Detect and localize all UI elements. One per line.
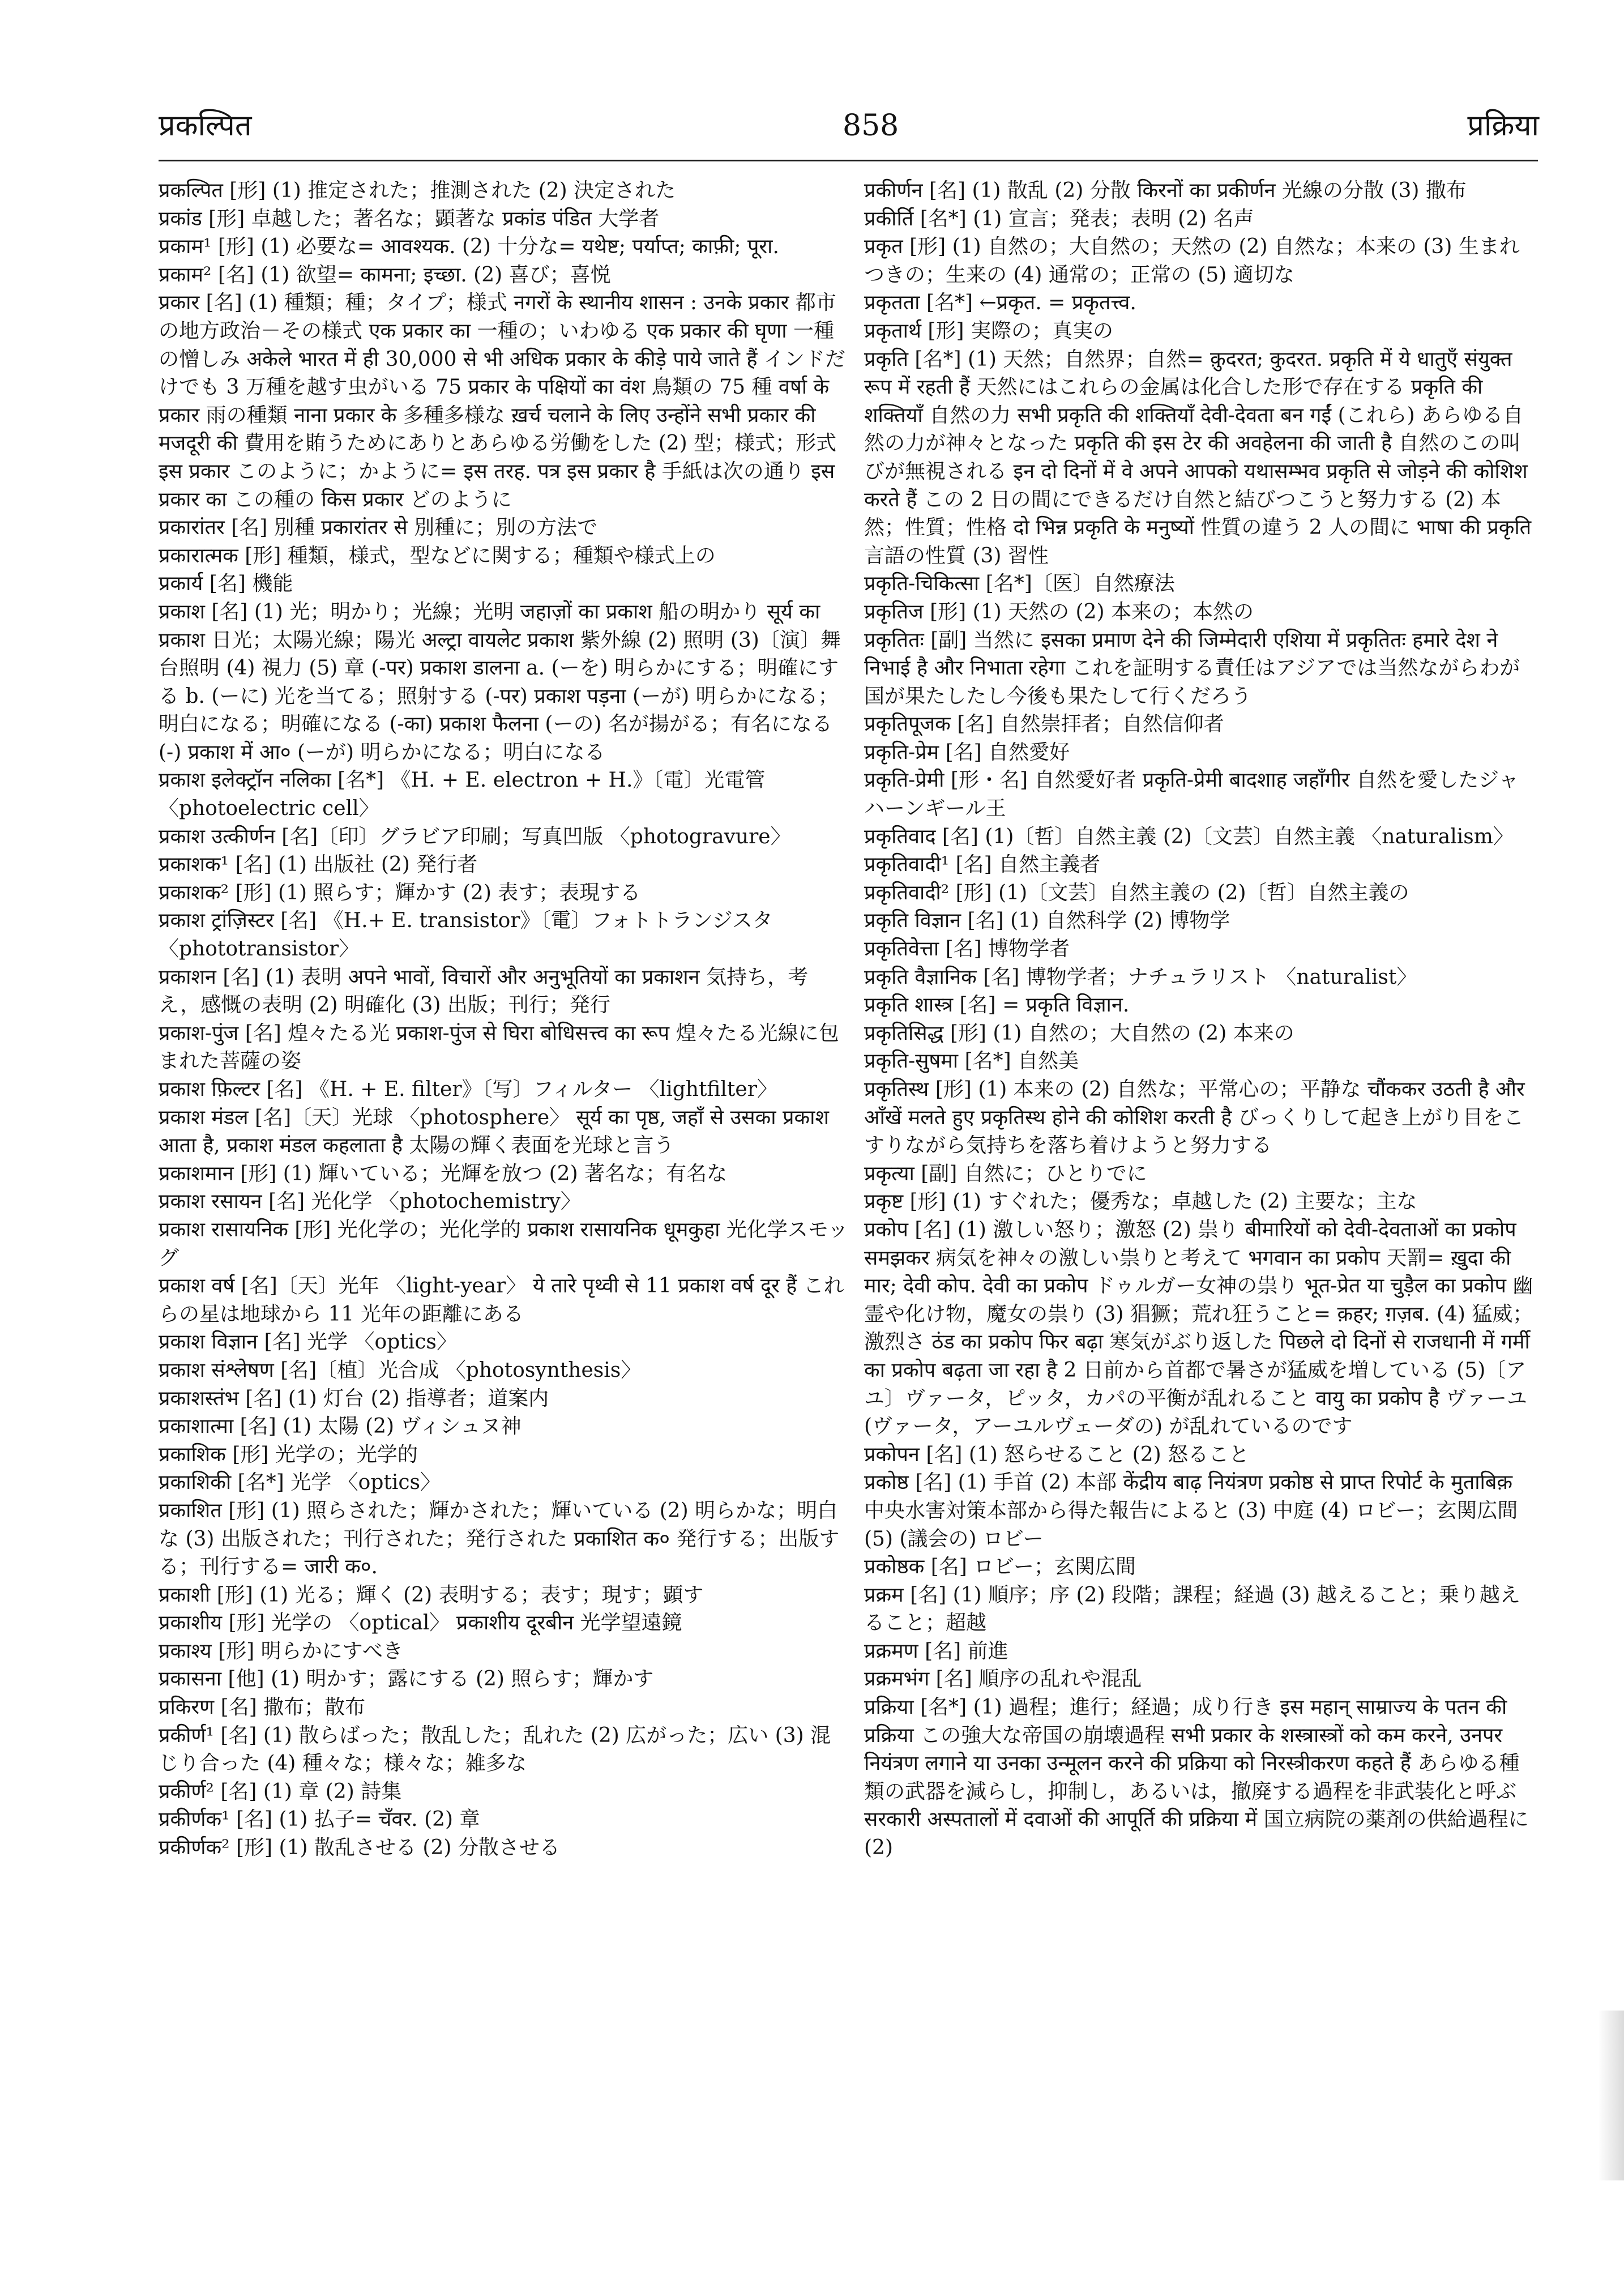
page-number: 858 bbox=[843, 109, 899, 143]
dictionary-entry: प्रकाश्य [形] 明らかにすべき bbox=[159, 1639, 403, 1663]
dictionary-entry: प्रकार [名] (1) 種類；種；タイプ；様式 नगरों के स्थानीय शासन : उनके प्रकार 都市の地方政治－その様式 एक प्रकार का 一種の；いわゆる एक प्रकार की घृणा 一種の憎しみ अकेले भारत में ही 30,000 से भी अधिक प्रकार के कीड़े पाये जाते हैं インドだけでも 3 万種を越す虫がいる 75 प्रकार के पक्षियों का वंश 鳥類の 75 種 वर्षा के प्रकार 雨の種類 नाना प्रकार के 多種多様な ख़र्च चलाने के लिए उन्होंने सभी प्रकार की मजदूरी की 費用を賄うためにありとあらゆる労働をした (2) 型；様式；形式 इस प्रकार このように；かように= इस तरह. पत्र इस प्रकार है 手紙は次の通り इस प्रकार का この種の किस प्रकार どのように bbox=[159, 291, 845, 511]
dictionary-entry: प्रकृति-प्रेम [名] 自然愛好 bbox=[864, 740, 1070, 764]
dictionary-entry: प्रकाशक¹ [名] (1) 出版社 (2) 発行者 bbox=[159, 853, 478, 877]
dictionary-entry: प्रकृतार्थ [形] 実際の；真実の bbox=[864, 319, 1113, 343]
dictionary-entry: प्रकृत [形] (1) 自然の；大自然の；天然の (2) 自然な；本来の (3) 生まれつきの；生来の (4) 通常の；正常の (5) 適切な bbox=[864, 235, 1520, 287]
dictionary-entry: प्रकाश संश्लेषण [名]〔植〕光合成 〈photosynthesis〉 bbox=[159, 1358, 642, 1382]
dictionary-entry: प्रकाशस्तंभ [名] (1) 灯台 (2) 指導者；道案内 bbox=[159, 1386, 549, 1410]
dictionary-entry: प्रकृत्या [副] 自然に；ひとりでに bbox=[864, 1162, 1147, 1185]
dictionary-entry: प्रकाशीय [形] 光学の 〈optical〉 प्रकाशीय दूरबीन 光学望遠鏡 bbox=[159, 1611, 682, 1635]
dictionary-entry: प्रक्रिया [名*] (1) 過程；進行；経過；成り行き इस महान् साम्राज्य के पतन की प्रक्रिया この強大な帝国の崩壊過程 सभी प्रकार के शस्त्रास्त्रों को कम करने, उनपर नियंत्रण लगाने या उनका उन्मूलन करने की प्रक्रिया को निरस्त्रीकरण कहते हैं あらゆる種類の武器を減らし，抑制し，あるいは，撤廃する過程を非武装化と呼ぶ सरकारी अस्पतालों में दवाओं की आपूर्ति की प्रक्रिया में 国立病院の薬剤の供給過程に (2) bbox=[864, 1696, 1529, 1860]
dictionary-entry: प्रकीर्ण² [名] (1) 章 (2) 詩集 bbox=[159, 1779, 402, 1803]
dictionary-entry: प्रकृति-सुषमा [名*] 自然美 bbox=[864, 1049, 1079, 1073]
dictionary-entry: प्रकाश फ़िल्टर [名] 《H. + E. filter》〔写〕フィルター 〈lightfilter〉 bbox=[159, 1078, 777, 1101]
dictionary-entry: प्रकाश-पुंज [名] 煌々たる光 प्रकाश-पुंज से घिरा बोधिसत्त्व का रूप 煌々たる光線に包まれた菩薩の姿 bbox=[159, 1021, 839, 1073]
dictionary-entry: प्रकाशमान [形] (1) 輝いている；光輝を放つ (2) 著名な；有名な bbox=[159, 1162, 728, 1185]
dictionary-entry: प्रकिरण [名] 撒布；散布 bbox=[159, 1696, 366, 1719]
dictionary-entry: प्रकाश रसायन [名] 光化学 〈photochemistry〉 bbox=[159, 1190, 581, 1214]
dictionary-entry: प्रकृति [名*] (1) 天然；自然界；自然= क़ुदरत; कुदरत. प्रकृति में ये धातुएँ संयुक्त रूप में रहती हैं 天然にはこれらの金属は化合した形で存在する प्रकृति की शक्तियाँ 自然の力 सभी प्रकृति की शक्तियाँ देवी-देवता बन गईं (これら) あらゆる自然の力が神々となった प्रकृति की इस टेर की अवहेलना की जाती है 自然のこの叫びが無視される इन दो दिनों में वे अपने आपको यथासम्भव प्रकृति से जोड़ने की कोशिश करते हैं この 2 日の間にできるだけ自然と結びつこうと努力する (2) 本然；性質；性格 दो भिन्न प्रकृति के मनुष्यों 性質の違う 2 人の間に भाषा की प्रकृति 言語の性質 (3) 習性 bbox=[864, 347, 1532, 567]
dictionary-entry: प्रकारांतर [名] 別種 प्रकारांतर से 別種に；別の方法で bbox=[159, 516, 598, 540]
dictionary-entry: प्रकृतिवादी² [形] (1)〔文芸〕自然主義の (2)〔哲〕自然主義の bbox=[864, 881, 1409, 904]
dictionary-entry: प्रकाश विज्ञान [名] 光学 〈optics〉 bbox=[159, 1330, 457, 1354]
dictionary-entry: प्रकृष्ट [形] (1) すぐれた；優秀な；卓越した (2) 主要な；主な bbox=[864, 1190, 1417, 1214]
dictionary-entry: प्रक्रम [名] (1) 順序；序 (2) 段階；課程；経過 (3) 越えること；乗り越えること；超越 bbox=[864, 1583, 1520, 1635]
dictionary-entry: प्रकाशक² [形] (1) 照らす；輝かす (2) 表す；表現する bbox=[159, 881, 641, 904]
dictionary-entry: प्रकीर्ण¹ [名] (1) 散らばった；散乱した；乱れた (2) 広がった；広い (3) 混じり合った (4) 種々な；様々な；雑多な bbox=[159, 1723, 831, 1775]
dictionary-entry: प्रकोपन [名] (1) 怒らせること (2) 怒ること bbox=[864, 1442, 1250, 1466]
dictionary-entry: प्रकारात्मक [形] 種類，様式，型などに関する；種類や様式上の bbox=[159, 544, 716, 567]
dictionary-entry: प्रकीर्ति [名*] (1) 宣言；発表；表明 (2) 名声 bbox=[864, 207, 1254, 231]
dictionary-entry: प्रकीर्णक¹ [名] (1) 払子= चँवर. (2) 章 bbox=[159, 1808, 480, 1832]
dictionary-entry: प्रकृति-चिकित्सा [名*]〔医〕自然療法 bbox=[864, 572, 1175, 596]
dictionary-entry: प्रकाश वर्ष [名]〔天〕光年 〈light-year〉 ये तारे पृथ्वी से 11 प्रकाश वर्ष दूर हैं これらの星は地球から 11 光年の距離にある bbox=[159, 1274, 844, 1326]
right-column bbox=[864, 177, 1538, 1862]
dictionary-entry: प्रकृतिसिद्ध [形] (1) 自然の；大自然の (2) 本来の bbox=[864, 1021, 1294, 1045]
dictionary-entry: प्रकांड [形] 卓越した；著名な；顕著な प्रकांड पंडित 大学者 bbox=[159, 207, 660, 231]
dictionary-entry: प्रकोष्ठ [名] (1) 手首 (2) 本部 केंद्रीय बाढ़ नियंत्रण प्रकोष्ठ से प्राप्त रिपोर्ट के मुताबिक़ 中央水害対策本部から得た報告によると (3) 中庭 (4) ロビー；玄関広間 (5) (議会の) ロビー bbox=[864, 1471, 1518, 1551]
dictionary-entry: प्रकाश मंडल [名]〔天〕光球 〈photosphere〉 सूर्य का पृष्ठ, जहाँ से उसका प्रकाश आता है, प्रकाश मंडल कहलाता है 太陽の輝く表面を光球と言う bbox=[159, 1106, 829, 1158]
dictionary-entry: प्रकाश रासायनिक [形] 光化学の；光化学的 प्रकाश रासायनिक धूमकुहा 光化学スモッグ bbox=[159, 1218, 848, 1270]
dictionary-entry: प्रकृति शास्त्र [名] = प्रकृति विज्ञान. bbox=[864, 993, 1130, 1017]
dictionary-entry: प्रकृतिवाद [名] (1)〔哲〕自然主義 (2)〔文芸〕自然主義 〈naturalism〉 bbox=[864, 825, 1514, 848]
dictionary-entry: प्रकाशन [名] (1) 表明 अपने भावों, विचारों और अनुभूतियों का प्रकाशन 気持ち，考え，感慨の表明 (2) 明確化 (3) 出版；刊行；発行 bbox=[159, 965, 809, 1017]
dictionary-entry: प्रकृतिवेत्ता [名] 博物学者 bbox=[864, 937, 1070, 961]
dictionary-entry: प्रकृतिपूजक [名] 自然崇拝者；自然信仰者 bbox=[864, 712, 1224, 736]
running-head-left: प्रकल्पित bbox=[159, 109, 252, 143]
running-head-right: प्रक्रिया bbox=[1467, 109, 1539, 143]
dictionary-entry: प्रकार्य [名] 機能 bbox=[159, 572, 293, 596]
dictionary-entry: प्रकीर्णन [名] (1) 散乱 (2) 分散 किरनों का प्रकीर्णन 光線の分散 (3) 撒布 bbox=[864, 179, 1467, 202]
dictionary-entry: प्रकृति-प्रेमी [形・名] 自然愛好者 प्रकृति-प्रेमी बादशाह जहाँगीर 自然を愛したジャハーンギール王 bbox=[864, 769, 1519, 821]
dictionary-entry: प्रकाशिकी [名*] 光学 〈optics〉 bbox=[159, 1471, 441, 1495]
dictionary-entry: प्रकाम² [名] (1) 欲望= कामना; इच्छा. (2) 喜び；喜悦 bbox=[159, 263, 611, 287]
header-rule bbox=[159, 160, 1538, 161]
dictionary-entry: प्रकासना [他] (1) 明かす；露にする (2) 照らす；輝かす bbox=[159, 1667, 654, 1691]
dictionary-entry: प्रक्रमभंग [名] 順序の乱れや混乱 bbox=[864, 1667, 1142, 1691]
dictionary-entry: प्रकृतिवादी¹ [名] 自然主義者 bbox=[864, 853, 1101, 877]
dictionary-entry: प्रकाश ट्रांज़िस्टर [名] 《H.+ E. transistor》〔電〕フォトトランジスタ 〈phototransistor〉 bbox=[159, 909, 773, 961]
scan-edge-shadow bbox=[1598, 2011, 1624, 2180]
dictionary-entry: प्रकाशित [形] (1) 照らされた；輝かされた；輝いている (2) 明らかな；明白な (3) 出版された；刊行された；発行された प्रकाशित क० 発行する；出版する；刊行する= जारी क०. bbox=[159, 1499, 840, 1579]
dictionary-entry: प्रकृतितः [副] 当然に इसका प्रमाण देने की जिम्मेदारी एशिया में प्रकृतितः हमारे देश ने निभाई है और निभाता रहेगा これを証明する責任はアジアでは当然ながらわが国が果たしたし今後も果たして行くだろう bbox=[864, 628, 1520, 708]
dictionary-entry: प्रकाश उत्कीर्णन [名]〔印〕グラビア印刷；写真凹版 〈photogravure〉 bbox=[159, 825, 791, 848]
dictionary-entry: प्रकृतता [名*] ←प्रकृत. = प्रकृतत्त्व. bbox=[864, 291, 1136, 315]
dictionary-entry: प्रकाशात्मा [名] (1) 太陽 (2) ヴィシュヌ神 bbox=[159, 1415, 522, 1439]
left-column bbox=[159, 177, 849, 1862]
dictionary-entry: प्रकोष्ठक [名] ロビー；玄関広間 bbox=[864, 1555, 1136, 1579]
dictionary-entry: प्रकाशी [形] (1) 光る；輝く (2) 表明する；表す；現す；顕す bbox=[159, 1583, 704, 1607]
dictionary-entry: प्रकृतिस्थ [形] (1) 本来の (2) 自然な；平常心の；平静な चौंककर उठती है और आँखें मलते हुए प्रकृतिस्थ होने की कोशिश करती है びっくりして起き上がり目をこすりながら気持ちを落ち着けようと努力する bbox=[864, 1078, 1525, 1158]
dictionary-entry: प्रकाम¹ [形] (1) 必要な= आवश्यक. (2) 十分な= यथेष्ट; पर्याप्त; काफ़ी; पूरा. bbox=[159, 235, 779, 259]
dictionary-entry: प्रकृति वैज्ञानिक [名] 博物学者；ナチュラリスト 〈naturalist〉 bbox=[864, 965, 1417, 989]
dictionary-entry: प्रक्रमण [名] 前進 bbox=[864, 1639, 1008, 1663]
dictionary-entry: प्रकाशिक [形] 光学の；光学的 bbox=[159, 1442, 418, 1466]
dictionary-entry: प्रकोप [名] (1) 激しい怒り；激怒 (2) 祟り बीमारियों को देवी-देवताओं का प्रकोप समझकर 病気を神々の激しい祟りと考えて भगवान का प्रकोप 天罰= ख़ुदा की मार; देवी कोप. देवी का प्रकोप ドゥルガー女神の祟り भूत-प्रेत या चुड़ैल का प्रकोप 幽霊や化け物，魔女の祟り (3) 猖獗；荒れ狂うこと= क़हर; ग़ज़ब. (4) 猛威；激烈さ ठंड का प्रकोप फिर बढ़ा 寒気がぶり返した पिछले दो दिनों से राजधानी में गर्मी का प्रकोप बढ़ता जा रहा है 2 日前から首都で暑さが猛威を増している (5)〔アユ〕ヴァータ，ピッタ，カパの平衡が乱れること वायु का प्रकोप है ヴァーユ (ヴァータ，アーユルヴェーダの) が乱れているのです bbox=[864, 1218, 1533, 1439]
dictionary-entry: प्रकाश इलेक्ट्रॉन नलिका [名*] 《H. + E. electron + H.》〔電〕光電管 〈photoelectric cell〉 bbox=[159, 769, 766, 821]
dictionary-entry: प्रकृति विज्ञान [名] (1) 自然科学 (2) 博物学 bbox=[864, 909, 1230, 933]
dictionary-entry: प्रकल्पित [形] (1) 推定された；推測された (2) 決定された bbox=[159, 179, 676, 202]
dictionary-entry: प्रकाश [名] (1) 光；明かり；光線；光明 जहाज़ों का प्रकाश 船の明かり सूर्य का प्रकाश 日光；太陽光線；陽光 अल्ट्रा वायलेट प्रकाश 紫外線 (2) 照明 (3)〔演〕舞台照明 (4) 視力 (5) 章 (-पर) प्रकाश डालना a. (ーを) 明らかにする；明確にする b. (ーに) 光を当てる；照射する (-पर) प्रकाश पड़ना (ーが) 明らかになる；明白になる；明確になる (-का) प्रकाश फैलना (ーの) 名が揚がる；有名になる (-) प्रकाश में आ० (ーが) 明らかになる；明白になる bbox=[159, 600, 841, 764]
dictionary-entry: प्रकीर्णक² [形] (1) 散乱させる (2) 分散させる bbox=[159, 1836, 560, 1860]
dictionary-entry: प्रकृतिज [形] (1) 天然の (2) 本来の；本然の bbox=[864, 600, 1254, 624]
